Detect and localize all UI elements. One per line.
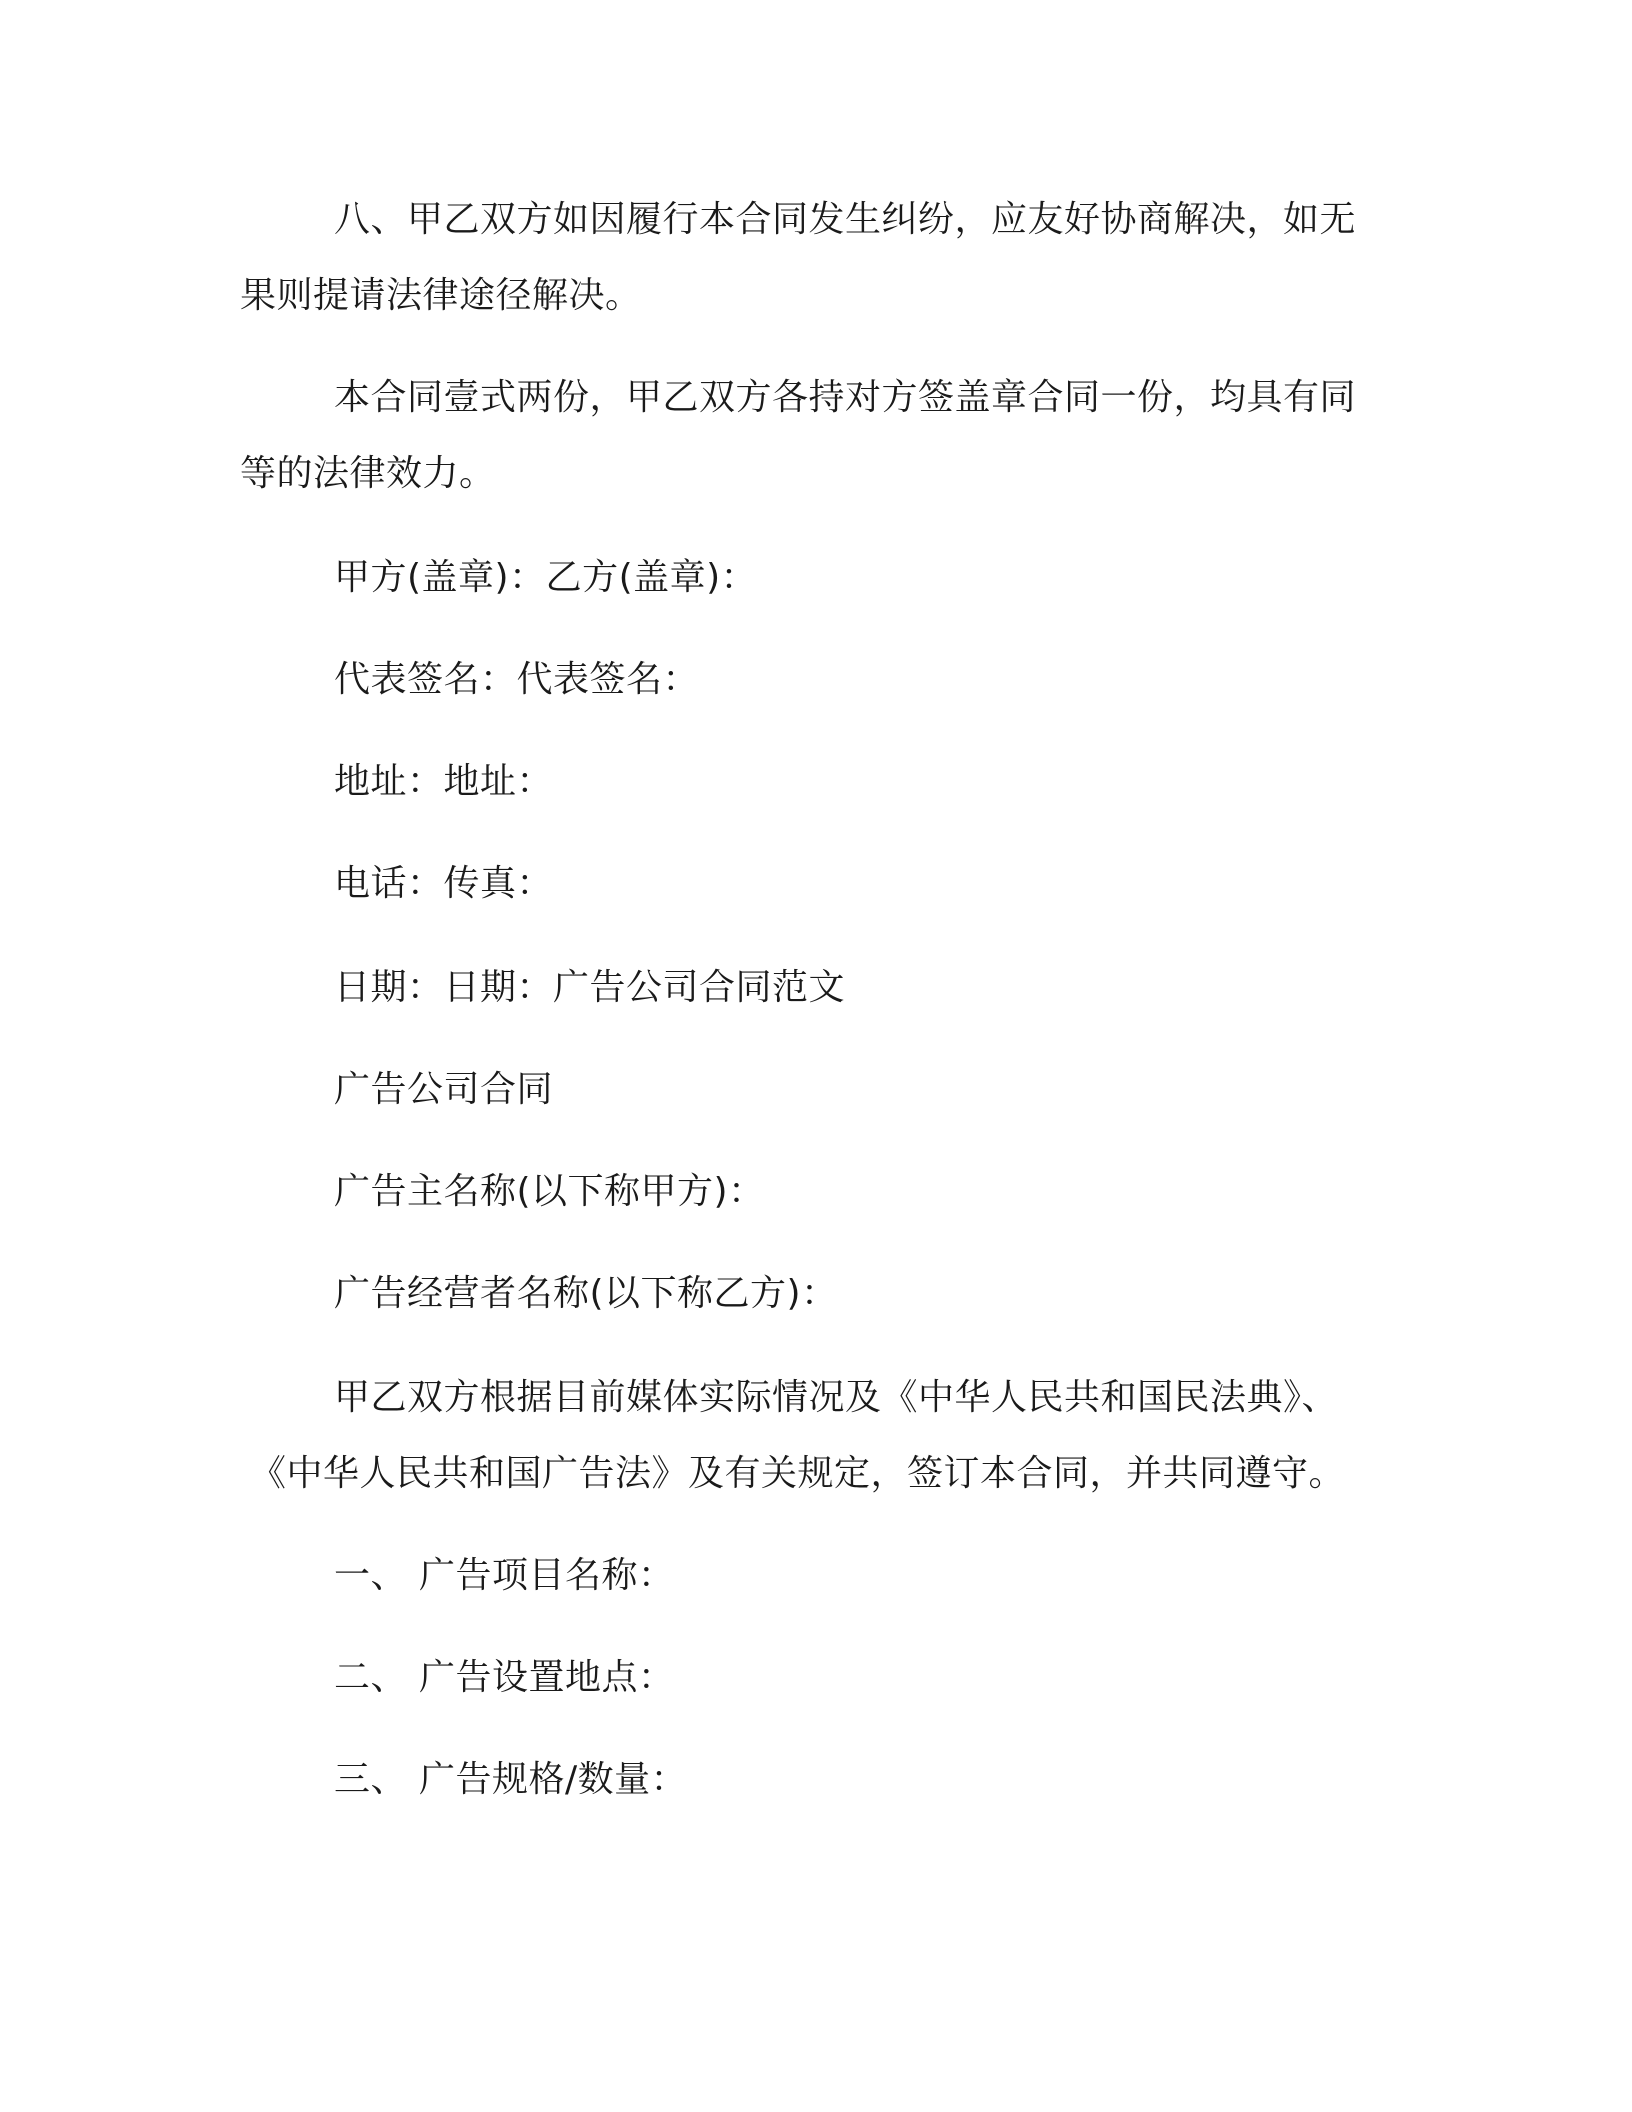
basis-line-1: 甲乙双方根据目前媒体实际情况及《中华人民共和国民法典》、 [334, 1377, 1339, 1418]
clause-8-line-2: 果则提请法律途径解决。 [240, 275, 642, 316]
clause-8-line-1: 八、甲乙双方如因履行本合同发生纠纷，应友好协商解决，如无 [334, 199, 1357, 240]
address-line: 地址：地址： [334, 761, 554, 802]
operator-name-line: 广告经营者名称(以下称乙方)： [334, 1273, 838, 1314]
item-1-line: 一、 广告项目名称： [334, 1555, 675, 1596]
contract-title: 广告公司合同 [334, 1069, 554, 1110]
seal-line: 甲方(盖章)：乙方(盖章)： [334, 557, 758, 598]
phone-fax-line: 电话：传真： [334, 863, 554, 904]
item-2-line: 二、 广告设置地点： [334, 1657, 675, 1698]
date-line: 日期：日期：广告公司合同范文 [334, 967, 846, 1008]
item-3-line: 三、 广告规格/数量： [334, 1759, 688, 1800]
rep-signature-line: 代表签名：代表签名： [334, 659, 700, 700]
copies-line-1: 本合同壹式两份，甲乙双方各持对方签盖章合同一份，均具有同 [334, 377, 1357, 418]
copies-line-2: 等的法律效力。 [240, 453, 496, 494]
advertiser-name-line: 广告主名称(以下称甲方)： [334, 1171, 765, 1212]
basis-line-2: 《中华人民共和国广告法》及有关规定，签订本合同，并共同遵守。 [250, 1453, 1346, 1494]
